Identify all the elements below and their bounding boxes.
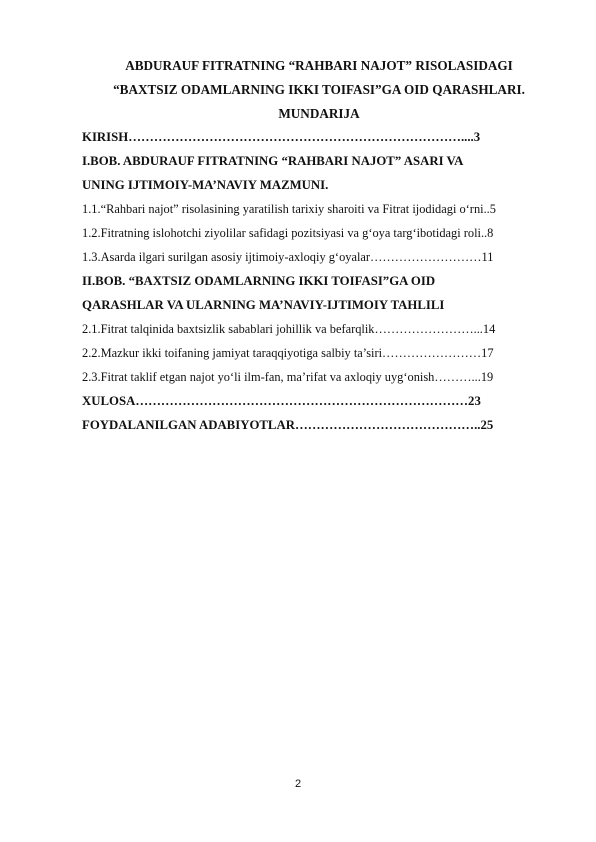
toc-entry-references: FOYDALANILGAN ADABIYOTLAR……………………………………..25 [82,418,494,432]
toc-entry-section-2-2: 2.2.Mazkur ikki toifaning jamiyat taraqqiyotiga salbiy ta’siri……………………17 [82,346,494,360]
toc-entry-chapter-2-line-1: II.BOB. “BAXTSIZ ODAMLARNING IKKI TOIFASI”GA OID [82,274,436,288]
toc-entry-chapter-1-line-2: UNING IJTIMOIY-MA’NAVIY MAZMUNI. [82,178,329,192]
toc-entry-chapter-1-line-1: I.BOB. ABDURAUF FITRATNING “RAHBARI NAJOT” ASARI VA [82,154,464,168]
document-title-line-1: ABDURAUF FITRATNING “RAHBARI NAJOT” RISOLASIDAGI [125,58,513,73]
toc-entry-section-2-1: 2.1.Fitrat talqinida baxtsizlik sabablari johillik va befarqlik……………………...14 [82,322,496,336]
toc-entry-section-1-1: 1.1.“Rahbari najot” risolasining yaratilish tarixiy sharoiti va Fitrat ijodidagi o‘rni..5 [82,202,496,216]
toc-entry-xulosa: XULOSA……………………………………………………………………23 [82,394,481,408]
page-number: 2 [294,778,302,790]
toc-entry-kirish: KIRISH……………………………………………………………………....3 [82,130,481,144]
toc-entry-section-1-2: 1.2.Fitratning islohotchi ziyolilar safidagi pozitsiyasi va g‘oya targ‘ibotidagi roli..8 [82,226,494,240]
toc-entry-section-1-3: 1.3.Asarda ilgari surilgan asosiy ijtimoiy-axloqiy g‘oyalar………………………11 [82,250,494,264]
document-title-line-2: “BAXTSIZ ODAMLARNING IKKI TOIFASI”GA OID QARASHLARI. [113,82,525,97]
toc-entry-chapter-2-line-2: QARASHLAR VA ULARNING MA’NAVIY-IJTIMOIY TAHLILI [82,298,445,312]
toc-entry-section-2-3: 2.3.Fitrat taklif etgan najot yo‘li ilm-fan, ma’rifat va axloqiy uyg‘onish………...19 [82,370,494,384]
contents-heading: MUNDARIJA [278,106,360,121]
